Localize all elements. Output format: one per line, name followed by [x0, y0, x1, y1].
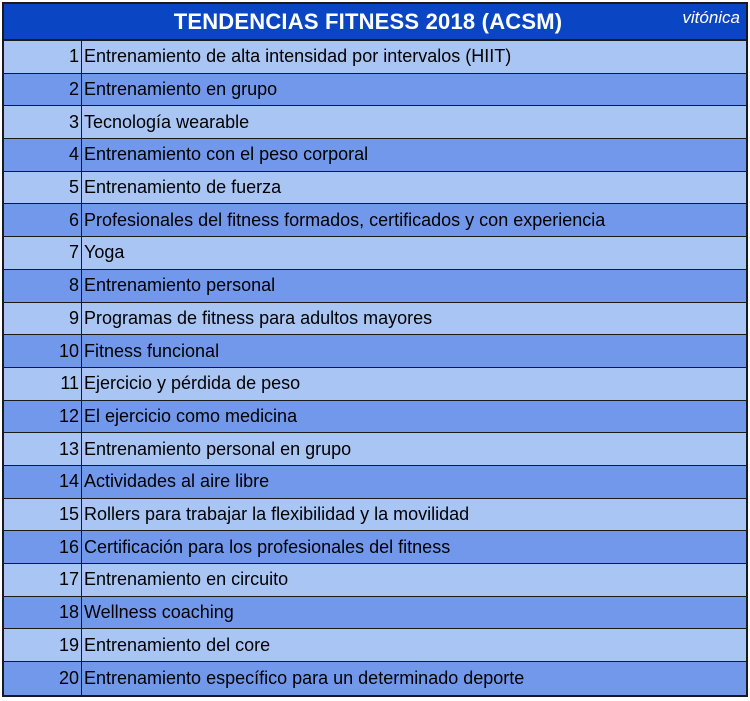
table-row	[4, 74, 746, 107]
table-row	[4, 629, 746, 662]
rank-number: 10	[4, 335, 82, 367]
trend-label: Entrenamiento de fuerza	[84, 177, 282, 198]
table-body	[2, 41, 748, 697]
table-row	[4, 401, 746, 434]
rank-number: 6	[4, 204, 82, 236]
table-row	[4, 172, 746, 205]
rank-number: 3	[4, 106, 82, 138]
rank-number: 5	[4, 172, 82, 204]
rank-number: 2	[4, 74, 82, 106]
trend-label: Entrenamiento personal en grupo	[84, 438, 352, 459]
trend-label: Tecnología wearable	[84, 111, 250, 132]
rank-number: 7	[4, 237, 82, 269]
rank-number: 17	[4, 564, 82, 596]
trend-label: Entrenamiento en circuito	[84, 569, 289, 590]
table-row	[4, 270, 746, 303]
trend-label: Fitness funcional	[84, 340, 220, 361]
rank-number: 12	[4, 401, 82, 433]
table-row	[4, 662, 746, 695]
table-row	[4, 41, 746, 74]
table-row	[4, 531, 746, 564]
table-title: TENDENCIAS FITNESS 2018 (ACSM)	[173, 8, 563, 34]
table-row	[4, 335, 746, 368]
trend-label: Entrenamiento en grupo	[84, 79, 278, 100]
trend-label: Entrenamiento con el peso corporal	[84, 144, 369, 165]
rank-number: 11	[4, 368, 82, 400]
table-row	[4, 106, 746, 139]
trend-label: Ejercicio y pérdida de peso	[84, 373, 301, 394]
rank-number: 9	[4, 303, 82, 335]
rank-number: 16	[4, 531, 82, 563]
fitness-trends-table	[2, 2, 748, 697]
trend-label: Wellness coaching	[84, 602, 234, 623]
trend-label: Rollers para trabajar la flexibilidad y la movilidad	[84, 503, 470, 524]
table-row	[4, 368, 746, 401]
trend-label: Programas de fitness para adultos mayores	[84, 307, 433, 328]
rank-number: 19	[4, 629, 82, 661]
trend-label: Certificación para los profesionales del fitness	[84, 536, 451, 557]
trend-label: Entrenamiento personal	[84, 275, 276, 296]
rank-number: 15	[4, 499, 82, 531]
table-row	[4, 237, 746, 270]
trend-label: Entrenamiento específico para un determinado deporte	[84, 667, 525, 688]
table-row	[4, 466, 746, 499]
table-row	[4, 303, 746, 336]
rank-number: 1	[4, 41, 82, 73]
rank-number: 14	[4, 466, 82, 498]
brand-watermark: vitónica	[682, 8, 740, 27]
trend-label: Actividades al aire libre	[84, 471, 270, 492]
table-row	[4, 499, 746, 532]
table-row	[4, 564, 746, 597]
trend-label: Entrenamiento de alta intensidad por intervalos (HIIT)	[84, 46, 512, 67]
table-row	[4, 597, 746, 630]
rank-number: 20	[4, 662, 82, 695]
trend-label: Profesionales del fitness formados, certificados y con experiencia	[84, 209, 606, 230]
table-row	[4, 433, 746, 466]
trend-label: Yoga	[84, 242, 125, 263]
table-header	[2, 2, 748, 41]
rank-number: 4	[4, 139, 82, 171]
rank-number: 18	[4, 597, 82, 629]
rank-number: 13	[4, 433, 82, 465]
trend-label: Entrenamiento del core	[84, 634, 271, 655]
table-row	[4, 139, 746, 172]
trend-label: El ejercicio como medicina	[84, 405, 298, 426]
table-row	[4, 204, 746, 237]
rank-number: 8	[4, 270, 82, 302]
